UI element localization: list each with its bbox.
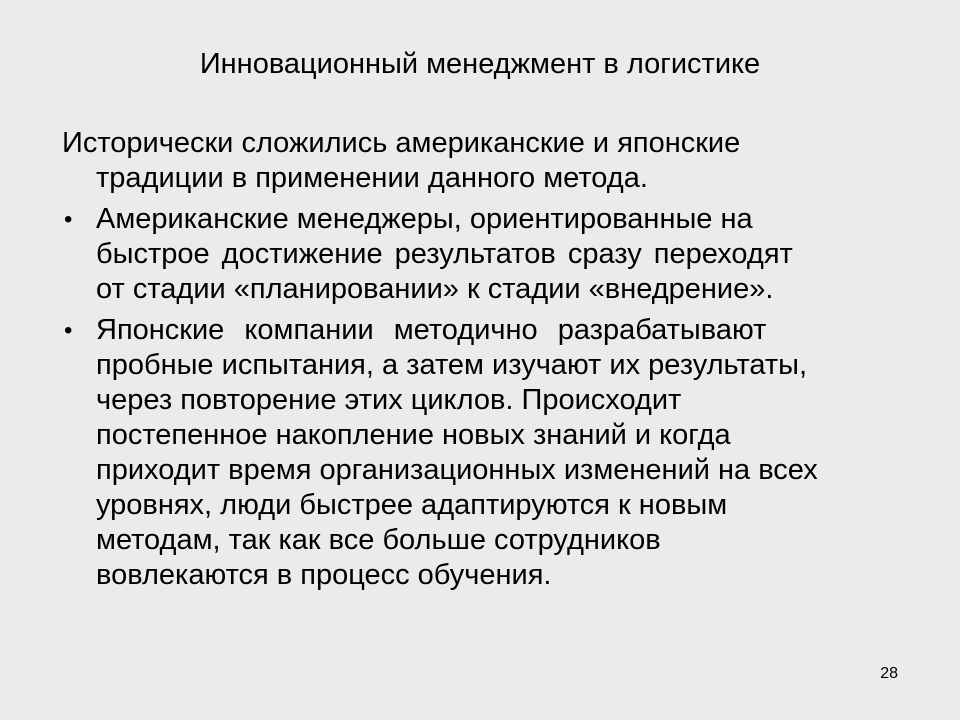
bullet-line: уровнях, люди быстрее адаптируются к новым bbox=[96, 489, 728, 521]
bullet-text bbox=[96, 202, 912, 307]
slide-body bbox=[62, 126, 912, 593]
bullet-line: приходит время организационных изменений на всех bbox=[96, 454, 818, 486]
bullet-line: быстрое достижение результатов сразу переходят bbox=[96, 238, 793, 270]
bullet-line: Американские менеджеры, ориентированные на bbox=[96, 203, 753, 235]
intro-paragraph bbox=[62, 126, 912, 196]
bullet-text bbox=[96, 313, 912, 593]
bullet-line: постепенное накопление новых знаний и когда bbox=[96, 419, 731, 451]
bullet-item-japanese bbox=[62, 313, 912, 593]
bullet-line: пробные испытания, а затем изучают их результаты, bbox=[96, 349, 807, 381]
page-number: 28 bbox=[880, 665, 898, 682]
bullet-line: вовлекаются в процесс обучения. bbox=[96, 559, 552, 591]
bullet-line: Японские компании методично разрабатывают bbox=[96, 314, 767, 346]
bullet-item-american bbox=[62, 202, 912, 307]
bullet-line: методам, так как все больше сотрудников bbox=[96, 524, 661, 556]
slide-title: Инновационный менеджмент в логистике bbox=[199, 48, 761, 80]
bullet-line: через повторение этих циклов. Происходит bbox=[96, 384, 682, 416]
bullet-icon: • bbox=[64, 317, 73, 344]
bullet-icon: • bbox=[64, 206, 73, 233]
bullet-line: от стадии «планировании» к стадии «внедрение». bbox=[96, 273, 774, 305]
intro-line: традиции в применении данного метода. bbox=[96, 162, 648, 194]
intro-line: Исторически сложились американские и японские bbox=[62, 127, 741, 159]
